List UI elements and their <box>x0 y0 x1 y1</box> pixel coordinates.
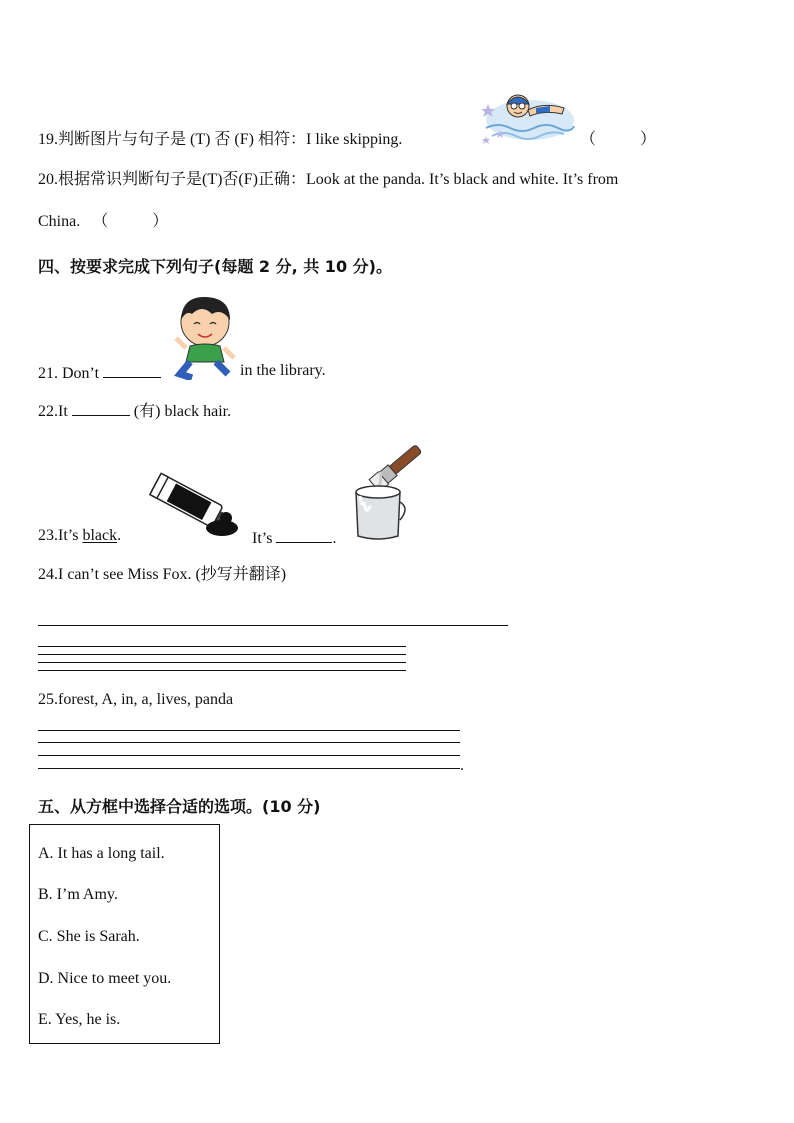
section-5-title: 五、从方框中选择合适的选项。(10 分) <box>38 797 321 816</box>
swimmer-image <box>478 84 576 146</box>
white-paint-bucket-image <box>348 436 428 542</box>
writing-line[interactable] <box>38 625 508 626</box>
option-a: A. It has a long tail. <box>38 845 165 862</box>
running-boy-image <box>172 292 238 380</box>
question-23-underlined-word: black <box>82 527 118 544</box>
paren-open: （ <box>580 131 597 148</box>
option-e: E. Yes, he is. <box>38 1011 121 1028</box>
writing-line[interactable] <box>38 768 460 769</box>
writing-line[interactable] <box>38 670 406 671</box>
question-19-answer-paren[interactable] <box>580 132 656 148</box>
option-b: B. I’m Amy. <box>38 886 118 903</box>
writing-line[interactable] <box>38 730 460 731</box>
option-d: D. Nice to meet you. <box>38 970 172 987</box>
question-24: 24.I can’t see Miss Fox. (抄写并翻译) <box>38 566 287 583</box>
question-21 <box>38 363 161 382</box>
question-23-second: It’s <box>252 530 273 547</box>
writing-line[interactable] <box>38 742 460 743</box>
black-paint-tube-image <box>146 470 240 540</box>
question-22-blank[interactable] <box>72 401 130 416</box>
question-22 <box>38 401 231 420</box>
writing-line[interactable] <box>38 662 406 663</box>
question-25-end: . <box>460 757 464 774</box>
question-19-text: 19.判断图片与句子是 (T) 否 (F) 相符：I like skipping. <box>38 131 403 148</box>
writing-line[interactable] <box>38 646 406 647</box>
option-c: C. She is Sarah. <box>38 928 140 945</box>
options-box <box>29 824 220 1044</box>
question-23-part1: 23.It’s black. <box>38 527 122 544</box>
question-23-part2: It’s . <box>252 530 337 547</box>
question-20-china: China. <box>38 213 81 230</box>
question-22-after: (有) black hair. <box>133 403 232 420</box>
question-20-line2 <box>38 214 168 230</box>
question-19 <box>38 132 402 148</box>
writing-line[interactable] <box>38 654 406 655</box>
question-25: 25.forest, A, in, a, lives, panda <box>38 691 234 708</box>
question-21-after: in the library. <box>240 362 326 379</box>
question-21-before: 21. Don’t <box>38 365 100 382</box>
section-4-title: 四、按要求完成下列句子(每题 2 分, 共 10 分)。 <box>38 257 392 276</box>
paren-close: ） <box>640 131 657 148</box>
question-23-blank[interactable] <box>276 528 332 543</box>
question-20-line1: 20.根据常识判断句子是(T)否(F)正确：Look at the panda. It’s black and white. It’s from <box>38 171 619 188</box>
question-20-answer-paren[interactable]: （ ） <box>92 213 169 230</box>
writing-line[interactable] <box>38 755 460 756</box>
question-22-before: 22.It <box>38 403 68 420</box>
question-21-blank[interactable] <box>103 363 161 378</box>
question-23-before: 23.It’s <box>38 527 79 544</box>
